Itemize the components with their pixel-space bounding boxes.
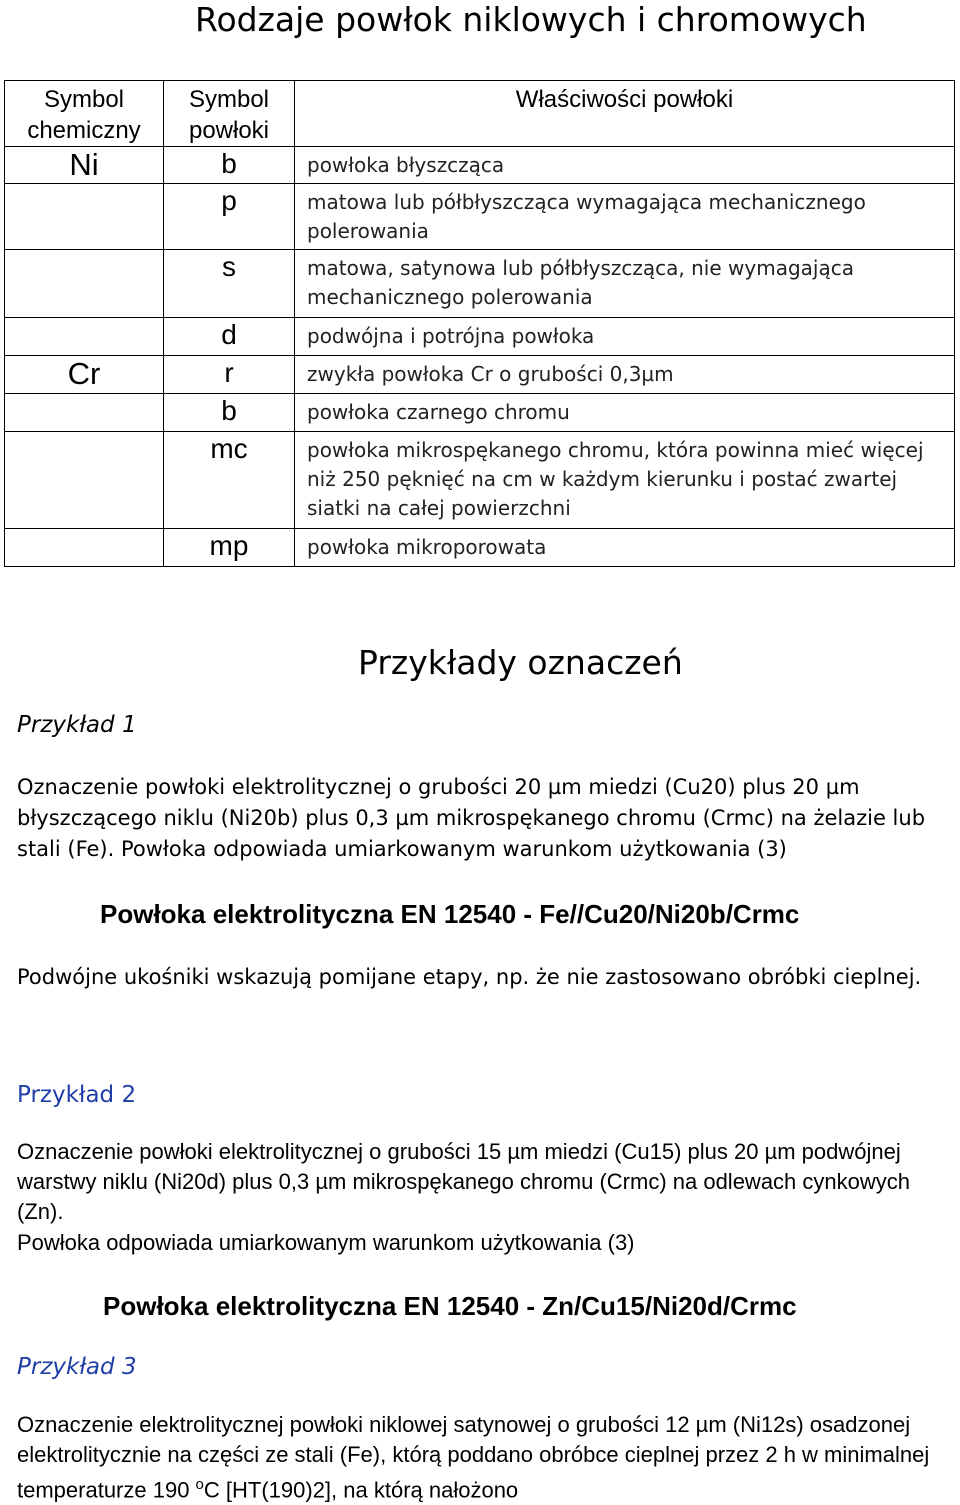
description-cell: matowa, satynowa lub półbłyszcząca, nie wymagająca mechanicznego polerowania bbox=[295, 250, 955, 318]
chem-cell bbox=[5, 250, 164, 318]
coating-types-table bbox=[4, 80, 955, 567]
table-row bbox=[5, 529, 955, 567]
symbol-cell: s bbox=[164, 250, 295, 318]
page-title: Rodzaje powłok niklowych i chromowych bbox=[195, 0, 867, 39]
chem-cell bbox=[5, 394, 164, 432]
example-2-designation: Powłoka elektrolityczna EN 12540 - Zn/Cu15/Ni20d/Crmc bbox=[103, 1291, 797, 1321]
chem-cell: Cr bbox=[5, 356, 164, 394]
example-1-label: Przykład 1 bbox=[17, 712, 137, 738]
symbol-cell: mp bbox=[164, 529, 295, 567]
description-cell: zwykła powłoka Cr o grubości 0,3µm bbox=[295, 356, 955, 394]
degree-superscript: o bbox=[195, 1476, 204, 1493]
example-1-note: Podwójne ukośniki wskazują pomijane etapy, np. że nie zastosowano obróbki cieplnej. bbox=[17, 965, 922, 989]
symbol-cell: mc bbox=[164, 432, 295, 529]
chem-cell: Ni bbox=[5, 147, 164, 184]
table-row bbox=[5, 250, 955, 318]
symbol-cell: d bbox=[164, 318, 295, 356]
table-row bbox=[5, 394, 955, 432]
symbol-cell: b bbox=[164, 147, 295, 184]
example-3-text bbox=[17, 1410, 960, 1505]
description-cell: matowa lub półbłyszcząca wymagająca mechanicznego polerowania bbox=[295, 184, 955, 250]
symbol-cell: r bbox=[164, 356, 295, 394]
example-2-text: Oznaczenie powłoki elektrolitycznej o grubości 15 µm miedzi (Cu15) plus 20 µm podwójnej warstwy niklu (Ni20d) plus 0,3 µm mikrospękanego chromu (Crmc) na odlewach cynkowych (Zn). bbox=[17, 1139, 910, 1224]
example-1-designation: Powłoka elektrolityczna EN 12540 - Fe//Cu20/Ni20b/Crmc bbox=[100, 899, 800, 929]
example-3-text-end: C [HT(190)2], na którą nałożono bbox=[203, 1477, 519, 1503]
header-coating-symbol: Symbol powłoki bbox=[164, 81, 295, 147]
table-row bbox=[5, 147, 955, 184]
header-chem-symbol: Symbol chemiczny bbox=[5, 81, 164, 147]
table-row bbox=[5, 318, 955, 356]
table-row bbox=[5, 184, 955, 250]
description-cell: powłoka błyszcząca bbox=[295, 147, 955, 184]
examples-heading: Przykłady oznaczeń bbox=[358, 643, 683, 682]
example-2-label: Przykład 2 bbox=[17, 1082, 137, 1108]
example-2-text-2: Powłoka odpowiada umiarkowanym warunkom użytkowania (3) bbox=[17, 1230, 635, 1255]
example-3-text-start: Oznaczenie elektrolitycznej powłoki niklowej satynowej o grubości 12 µm (Ni12s) osadzonej elektrolitycznie na części ze stali (Fe), którą poddano obróbce cieplnej przez 2 h w minimalnej temperaturze 190 bbox=[17, 1412, 930, 1503]
chem-cell bbox=[5, 432, 164, 529]
header-properties: Właściwości powłoki bbox=[295, 81, 955, 147]
description-cell: podwójna i potrójna powłoka bbox=[295, 318, 955, 356]
symbol-cell: b bbox=[164, 394, 295, 432]
description-cell: powłoka czarnego chromu bbox=[295, 394, 955, 432]
example-1-text: Oznaczenie powłoki elektrolitycznej o grubości 20 µm miedzi (Cu20) plus 20 µm błyszczącego niklu (Ni20b) plus 0,3 µm mikrospękanego chromu (Crmc) na żelazie lub stali (Fe). Powłoka odpowiada umiarkowanym warunkom użytkowania (3) bbox=[17, 775, 926, 861]
chem-cell bbox=[5, 184, 164, 250]
example-3-label: Przykład 3 bbox=[17, 1354, 137, 1380]
table-header-row bbox=[5, 81, 955, 147]
description-cell: powłoka mikrospękanego chromu, która powinna mieć więcej niż 250 pęknięć na cm w każdym kierunku i postać zwartej siatki na całej powierzchni bbox=[295, 432, 955, 529]
chem-cell bbox=[5, 318, 164, 356]
table-row bbox=[5, 432, 955, 529]
symbol-cell: p bbox=[164, 184, 295, 250]
description-cell: powłoka mikroporowata bbox=[295, 529, 955, 567]
chem-cell bbox=[5, 529, 164, 567]
table-row bbox=[5, 356, 955, 394]
